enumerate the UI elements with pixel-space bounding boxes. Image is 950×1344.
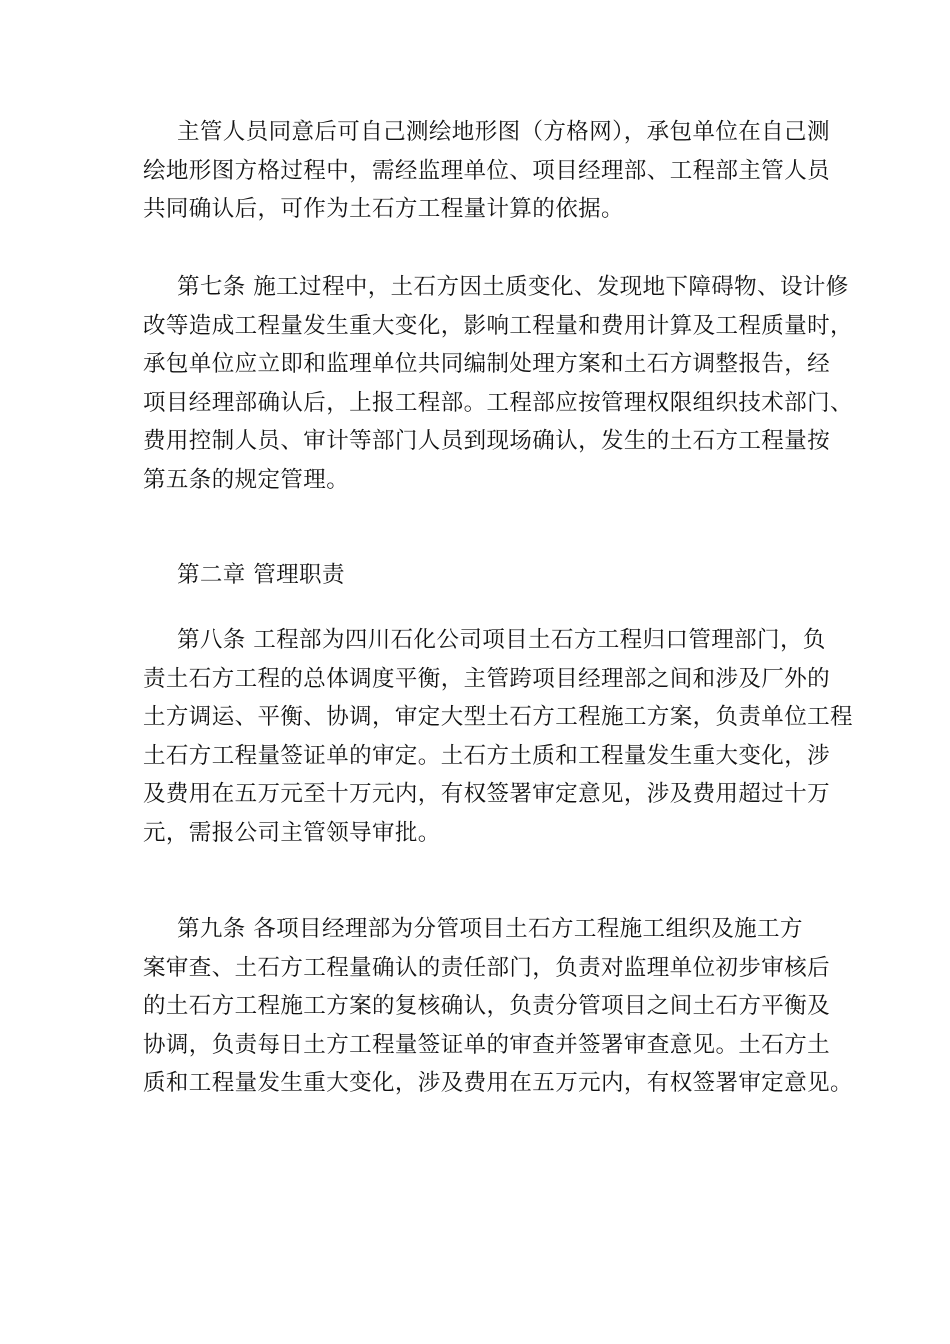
text-line: 绘地形图方格过程中，需经监理单位、项目经理部、工程部主管人员	[143, 157, 831, 184]
text-line: 及费用在五万元至十万元内，有权签署审定意见，涉及费用超过十万	[143, 781, 831, 807]
paragraph-article-7	[143, 268, 853, 499]
text-line: 的土石方工程施工方案的复核确认，负责分管项目之间土石方平衡及	[143, 993, 831, 1019]
text-line: 元，需报公司主管领导审批。	[143, 819, 441, 846]
chapter-title: 第二章 管理职责	[177, 562, 345, 588]
text-line: 项目经理部确认后，上报工程部。工程部应按管理权限组织技术部门、	[143, 389, 853, 416]
text-line: 案审查、土石方工程量确认的责任部门，负责对监理单位初步审核后	[143, 954, 831, 981]
text-line: 承包单位应立即和监理单位共同编制处理方案和土石方调整报告，经	[143, 351, 831, 377]
text-line: 协调，负责每日土方工程量签证单的审查并签署审查意见。土石方土	[143, 1031, 831, 1058]
text-line: 共同确认后，可作为土石方工程量计算的依据。	[143, 196, 624, 222]
text-line: 土方调运、平衡、协调，审定大型土石方工程施工方案，负责单位工程	[143, 704, 853, 730]
text-line: 改等造成工程量发生重大变化，影响工程量和费用计算及工程质量时，	[143, 312, 853, 339]
paragraph-topographic-map	[143, 113, 833, 229]
text-line: 第九条 各项目经理部为分管项目土石方工程施工组织及施工方	[177, 916, 803, 942]
chapter-heading	[143, 556, 833, 595]
text-line: 主管人员同意后可自己测绘地形图（方格网），承包单位在自己测	[177, 119, 830, 145]
text-line: 费用控制人员、审计等部门人员到现场确认，发生的土石方工程量按	[143, 428, 831, 454]
text-line: 第七条 施工过程中，土石方因土质变化、发现地下障碍物、设计修	[177, 274, 849, 300]
text-line: 土石方工程量签证单的审定。土石方土质和工程量发生重大变化，涉	[143, 742, 831, 769]
text-line: 责土石方工程的总体调度平衡，主管跨项目经理部之间和涉及厂外的	[143, 665, 831, 692]
paragraph-article-8	[143, 621, 853, 852]
paragraph-article-9	[143, 910, 853, 1103]
text-line: 第八条 工程部为四川石化公司项目土石方工程归口管理部门，负	[177, 627, 826, 653]
text-line: 质和工程量发生重大变化，涉及费用在五万元内，有权签署审定意见。	[143, 1070, 853, 1096]
text-line: 第五条的规定管理。	[143, 466, 350, 493]
